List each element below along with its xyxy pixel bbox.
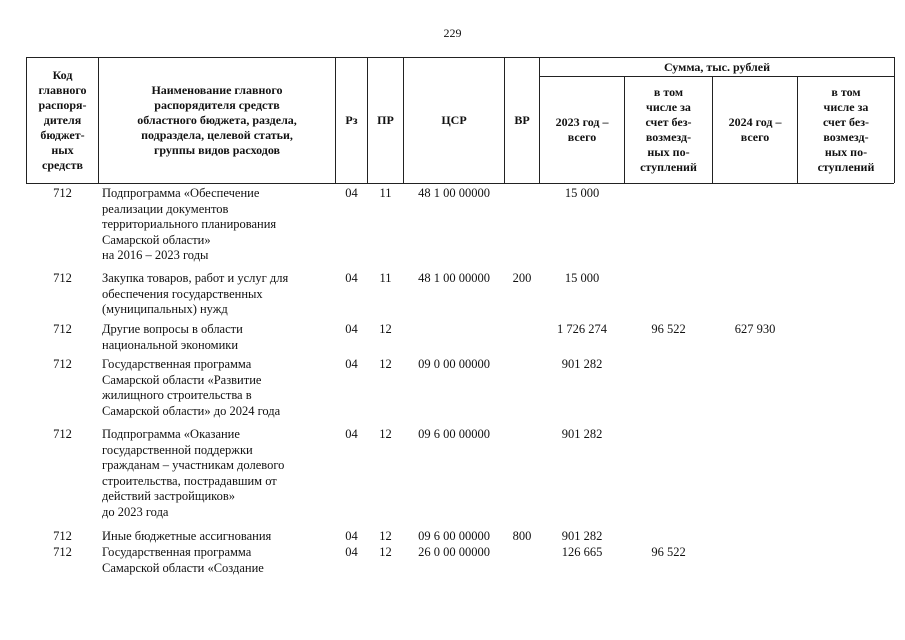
- row-2023-free: 96 522: [651, 545, 686, 559]
- row-csr: 48 1 00 00000: [418, 271, 490, 285]
- row-code: 712: [53, 545, 72, 559]
- row-rz: 04: [345, 271, 358, 285]
- row-2024-total: 627 930: [734, 322, 776, 336]
- header-sum: Сумма, тыс. рублей: [663, 59, 771, 74]
- row-rz: 04: [345, 427, 358, 441]
- row-name: Государственная программа Самарской области «Создание: [102, 545, 264, 575]
- row-pr: 12: [379, 427, 392, 441]
- row-code: 712: [53, 186, 72, 200]
- row-code: 712: [53, 357, 72, 371]
- row-rz: 04: [345, 357, 358, 371]
- row-2023-free: 96 522: [651, 322, 686, 336]
- row-csr: 48 1 00 00000: [418, 186, 490, 200]
- header-code: Код главного распоря- дителя бюджет- ных средств: [38, 68, 87, 172]
- row-code: 712: [53, 529, 72, 543]
- row-csr: 09 0 00 00000: [418, 357, 490, 371]
- row-code: 712: [53, 427, 72, 441]
- header-csr: ЦСР: [441, 113, 467, 127]
- page-number: 229: [443, 26, 462, 40]
- row-2023-total: 126 665: [561, 545, 603, 559]
- row-2023-total: 901 282: [561, 357, 603, 371]
- header-bottom-border: [26, 183, 894, 184]
- header-2023-total: 2023 год – всего: [555, 115, 609, 144]
- row-name: Государственная программа Самарской области «Развитие жилищного строительства в Самарской области» до 2024 года: [102, 357, 281, 418]
- row-code: 712: [53, 271, 72, 285]
- row-name: Подпрограмма «Обеспечение реализации документов территориального планирования Самарской области» на 2016 – 2023 годы: [102, 186, 277, 262]
- row-rz: 04: [345, 322, 358, 336]
- header-2024-total: 2024 год – всего: [728, 115, 782, 144]
- row-name: Подпрограмма «Оказание государственной поддержки гражданам – участникам долевого строительства, пострадавшим от действий застройщиков» до 2023 года: [102, 427, 285, 519]
- header-2024-free: в том числе за счет без- возмезд- ных по- ступлений: [817, 85, 875, 174]
- row-pr: 12: [379, 322, 392, 336]
- row-rz: 04: [345, 529, 358, 543]
- row-csr: 09 6 00 00000: [418, 427, 490, 441]
- row-vr: 800: [512, 529, 532, 543]
- row-csr: 09 6 00 00000: [418, 529, 490, 543]
- row-pr: 12: [379, 357, 392, 371]
- row-pr: 12: [379, 529, 392, 543]
- row-name: Иные бюджетные ассигнования: [102, 529, 272, 543]
- header-name: Наименование главного распорядителя средств областного бюджета, раздела, подраздела, целевой статьи, группы видов расходов: [137, 83, 297, 157]
- row-code: 712: [53, 322, 72, 336]
- row-pr: 12: [379, 545, 392, 559]
- row-2023-total: 1 726 274: [557, 322, 607, 336]
- row-name: Закупка товаров, работ и услуг для обеспечения государственных (муниципальных) нужд: [102, 271, 289, 316]
- row-pr: 11: [379, 186, 392, 200]
- header-pr: ПР: [377, 113, 394, 127]
- row-pr: 11: [379, 271, 392, 285]
- row-rz: 04: [345, 186, 358, 200]
- row-name: Другие вопросы в области национальной экономики: [102, 322, 243, 352]
- row-rz: 04: [345, 545, 358, 559]
- row-2023-total: 901 282: [561, 529, 603, 543]
- header-rz: Рз: [345, 113, 358, 127]
- row-2023-total: 15 000: [564, 186, 600, 200]
- row-csr: 26 0 00 00000: [418, 545, 490, 559]
- row-2023-total: 15 000: [564, 271, 600, 285]
- row-2023-total: 901 282: [561, 427, 603, 441]
- row-vr: 200: [512, 271, 532, 285]
- header-vr: ВР: [514, 113, 530, 127]
- col-border: [894, 57, 895, 183]
- header-2023-free: в том числе за счет без- возмезд- ных по- ступлений: [640, 85, 697, 174]
